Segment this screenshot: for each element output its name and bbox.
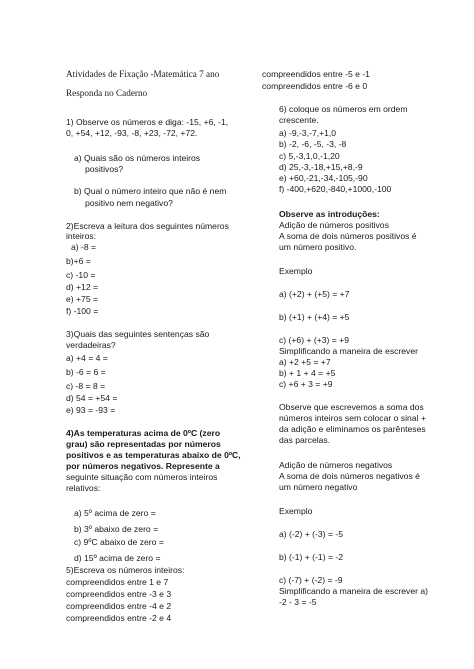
q6-item: d) 25,-3,-18,+15,+8,-9 — [279, 162, 363, 172]
q3-line-2: verdadeiras? — [66, 340, 116, 350]
q3-item: c) -8 = 8 = — [66, 381, 106, 391]
neg-example: c) (-7) + (-2) = -9 — [279, 575, 343, 585]
q6-item: a) -9,-3,-7,+1,0 — [279, 128, 337, 138]
q2-item: b)+6 = — [66, 256, 91, 266]
intro-simplify: Simplificando a maneira de escrever — [279, 346, 418, 356]
q3-line-1: 3)Quais das seguintes sentenças são — [66, 329, 210, 339]
neg-desc-1: A soma de dois números negativos é — [279, 471, 420, 481]
intro-note-line: da adição e eliminamos os parênteses — [279, 424, 426, 434]
intro-example: a) (+2) + (+5) = +7 — [279, 289, 350, 299]
q4-line: grau) são representadas por números — [66, 439, 221, 449]
q6-item: c) 5,-3,1,0,-1,20 — [279, 151, 340, 161]
intro-example: b) (+1) + (+4) = +5 — [279, 312, 350, 322]
q5-line: 5)Escreva os números inteiros: — [66, 565, 185, 575]
intro-note-line: números inteiros sem colocar o sinal + — [279, 413, 426, 423]
q6-item: f) -400,+620,-840,+1000,-100 — [279, 184, 392, 194]
q2-item: c) -10 = — [66, 270, 96, 280]
intro-example-label: Exemplo — [279, 266, 313, 276]
q5-line: compreendidos entre -4 e 2 — [66, 601, 172, 611]
q3-item: d) 54 = +54 = — [66, 393, 118, 403]
q5-line: compreendidos entre -2 e 4 — [66, 613, 172, 623]
intro-subheading: Adição de números positivos — [279, 220, 389, 230]
neg-simplify: Simplificando a maneira de escrever a) — [279, 586, 429, 596]
neg-example: b) (-1) + (-1) = -2 — [279, 552, 343, 562]
intro-example: c) (+6) + (+3) = +9 — [279, 335, 349, 345]
q4-line: 4)As temperaturas acima de 0ºC (zero — [66, 428, 221, 438]
q4-item: c) 9ºC abaixo de zero = — [74, 537, 164, 547]
q4-line: relativos: — [66, 483, 101, 493]
neg-example-label: Exemplo — [279, 506, 313, 516]
header-subtitle: Responda no Caderno — [66, 88, 148, 98]
header-title: Atividades de Fixação -Matemática 7 ano — [66, 69, 220, 79]
q2-line-1: 2)Escreva a leitura dos seguintes números — [66, 221, 229, 231]
intro-heading: Observe as introduções: — [279, 209, 380, 219]
q1-line-2: 0, +54, +12, -93, -8, +23, -72, +72. — [66, 128, 198, 138]
q3-item: e) 93 = -93 = — [66, 405, 116, 415]
q2-item: f) -100 = — [66, 306, 99, 316]
q1-a-line-2: positivos? — [85, 164, 124, 174]
q2-line-2: inteiros: — [66, 231, 97, 241]
q1-b-line-2: positivo nem negativo? — [85, 198, 173, 208]
q2-item: e) +75 = — [66, 294, 99, 304]
q2-item: d) +12 = — [66, 282, 99, 292]
q4-item: d) 15º acima de zero = — [74, 553, 161, 563]
q5-cont-line: compreendidos entre -6 e 0 — [262, 81, 368, 91]
q1-line-1: 1) Observe os números e diga: -15, +6, -1, — [66, 117, 229, 127]
q4-line: por números negativos. Represente a — [66, 461, 220, 471]
intro-simplify-item: a) +2 +5 = +7 — [279, 357, 331, 367]
q5-line: compreendidos entre 1 e 7 — [66, 577, 169, 587]
neg-subheading: Adição de números negativos — [279, 460, 393, 470]
q5-line: compreendidos entre -3 e 3 — [66, 589, 172, 599]
q2-item: a) -8 = — [71, 242, 97, 252]
q6-item: b) -2, -6, -5, -3, -8 — [279, 139, 347, 149]
intro-desc-2: um número positivo. — [279, 242, 357, 252]
neg-desc-2: um número negativo — [279, 482, 358, 492]
q4-item: a) 5º acima de zero = — [74, 508, 156, 518]
q1-b-line-1: b) Qual o número inteiro que não é nem — [74, 186, 227, 196]
q3-item: b) -6 = 6 = — [66, 367, 106, 377]
q5-cont-line: compreendidos entre -5 e -1 — [262, 69, 370, 79]
intro-simplify-item: c) +6 + 3 = +9 — [279, 379, 333, 389]
q3-item: a) +4 = 4 = — [66, 353, 108, 363]
intro-desc-1: A soma de dois números positivos é — [279, 231, 417, 241]
q4-line: positivos e as temperaturas abaixo de 0ºC, — [66, 450, 241, 460]
intro-simplify-item: b) + 1 + 4 = +5 — [279, 368, 336, 378]
intro-note-line: das parcelas. — [279, 435, 331, 445]
q6-item: e) +60,-21,-34,-105,-90 — [279, 173, 368, 183]
q4-line: seguinte situação com números inteiros — [66, 472, 218, 482]
q6-line-1: 6) coloque os números em ordem — [279, 104, 408, 114]
q1-a-line-1: a) Quais são os números inteiros — [74, 153, 201, 163]
q6-line-2: crescente. — [279, 115, 319, 125]
q4-item: b) 3º abaixo de zero = — [74, 524, 159, 534]
neg-simplify-item: -2 - 3 = -5 — [279, 597, 317, 607]
neg-example: a) (-2) + (-3) = -5 — [279, 529, 343, 539]
intro-note-line: Observe que escrevemos a soma dos — [279, 402, 424, 412]
